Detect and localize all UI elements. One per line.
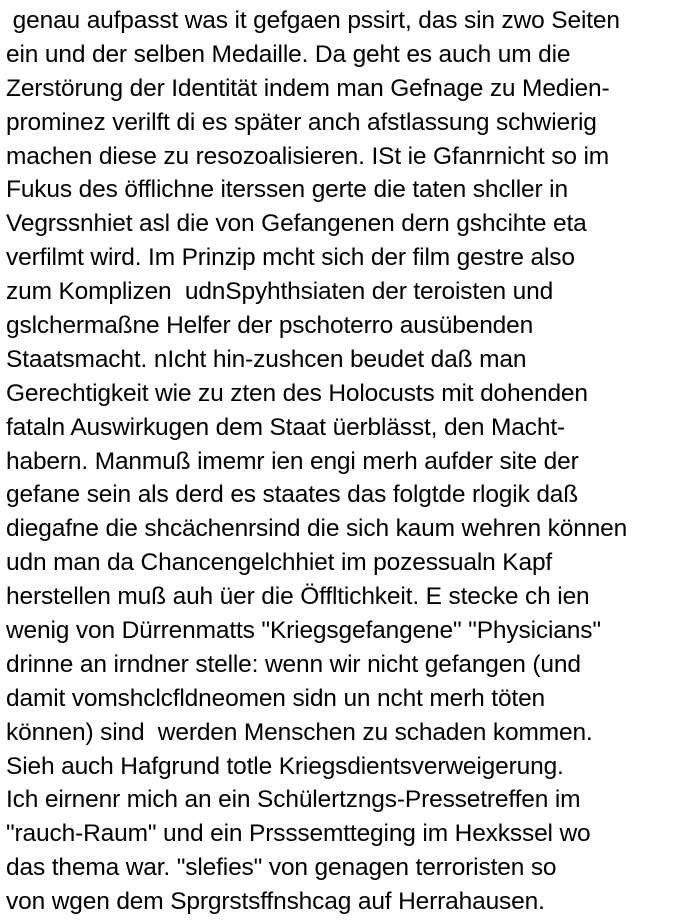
text-line: von wgen dem Sprgrstsffnshcag auf Herrahausen. bbox=[6, 888, 545, 916]
text-line: gefane sein als derd es staates das folgtde rlogik daß bbox=[6, 481, 579, 509]
text-line: habern. Manmuß imemr ien engi merh aufder site der bbox=[6, 447, 579, 475]
text-line: gslchermaßne Helfer der pschoterro ausübenden bbox=[6, 312, 534, 340]
text-line: udn man da Chancengelchhiet im pozessualn Kapf bbox=[6, 549, 553, 577]
text-line: Ich eirnenr mich an ein Schülertzngs-Pressetreffen im bbox=[6, 786, 581, 814]
text-line: "rauch-Raum" und ein Prsssemtteging im Hexkssel wo bbox=[6, 820, 591, 848]
text-line: zum Komplizen udnSpyhthsiaten der teroisten und bbox=[6, 278, 554, 306]
document-page bbox=[6, 4, 682, 919]
text-line: damit vomshclcfldneomen sidn un ncht merh töten bbox=[6, 684, 546, 712]
text-line: Gerechtigkeit wie zu zten des Holocusts mit dohenden bbox=[6, 379, 588, 407]
text-line: Zerstörung der Identität indem man Gefnage zu Medien- bbox=[6, 74, 610, 102]
text-line: können) sind werden Menschen zu schaden kommen. bbox=[6, 718, 593, 746]
text-line: das thema war. "slefies" von genagen terroristen so bbox=[6, 854, 557, 882]
text-line: ein und der selben Medaille. Da geht es auch um die bbox=[6, 40, 571, 68]
text-line: prominez verilft di es später anch afstlassung schwierig bbox=[6, 108, 597, 136]
text-line: wenig von Dürrenmatts "Kriegsgefangene" "Physicians" bbox=[6, 617, 601, 645]
text-line: fataln Auswirkugen dem Staat üerblässt, den Macht- bbox=[6, 413, 566, 441]
text-line: Vegrssnhiet asl die von Gefangenen dern gshcihte eta bbox=[6, 210, 587, 238]
text-line: verfilmt wird. Im Prinzip mcht sich der film gestre also bbox=[6, 244, 575, 272]
text-line: Staatsmacht. nIcht hin-zushcen beudet daß man bbox=[6, 345, 527, 373]
text-line: genau aufpasst was it gefgaen pssirt, das sin zwo Seiten bbox=[6, 7, 620, 34]
text-line: machen diese zu resozoalisieren. ISt ie Gfanrnicht so im bbox=[6, 142, 610, 170]
text-line: Sieh auch Hafgrund totle Kriegsdientsverweigerung. bbox=[6, 752, 564, 780]
text-line: Fukus des öfflichne iterssen gerte die taten shcller in bbox=[6, 176, 568, 204]
text-line: diegafne die shcächenrsind die sich kaum wehren können bbox=[6, 515, 628, 543]
text-line: drinne an irndner stelle: wenn wir nicht gefangen (und bbox=[6, 650, 581, 678]
text-line: herstellen muß auh üer die Öffltichkeit. E stecke ch ien bbox=[6, 583, 590, 611]
